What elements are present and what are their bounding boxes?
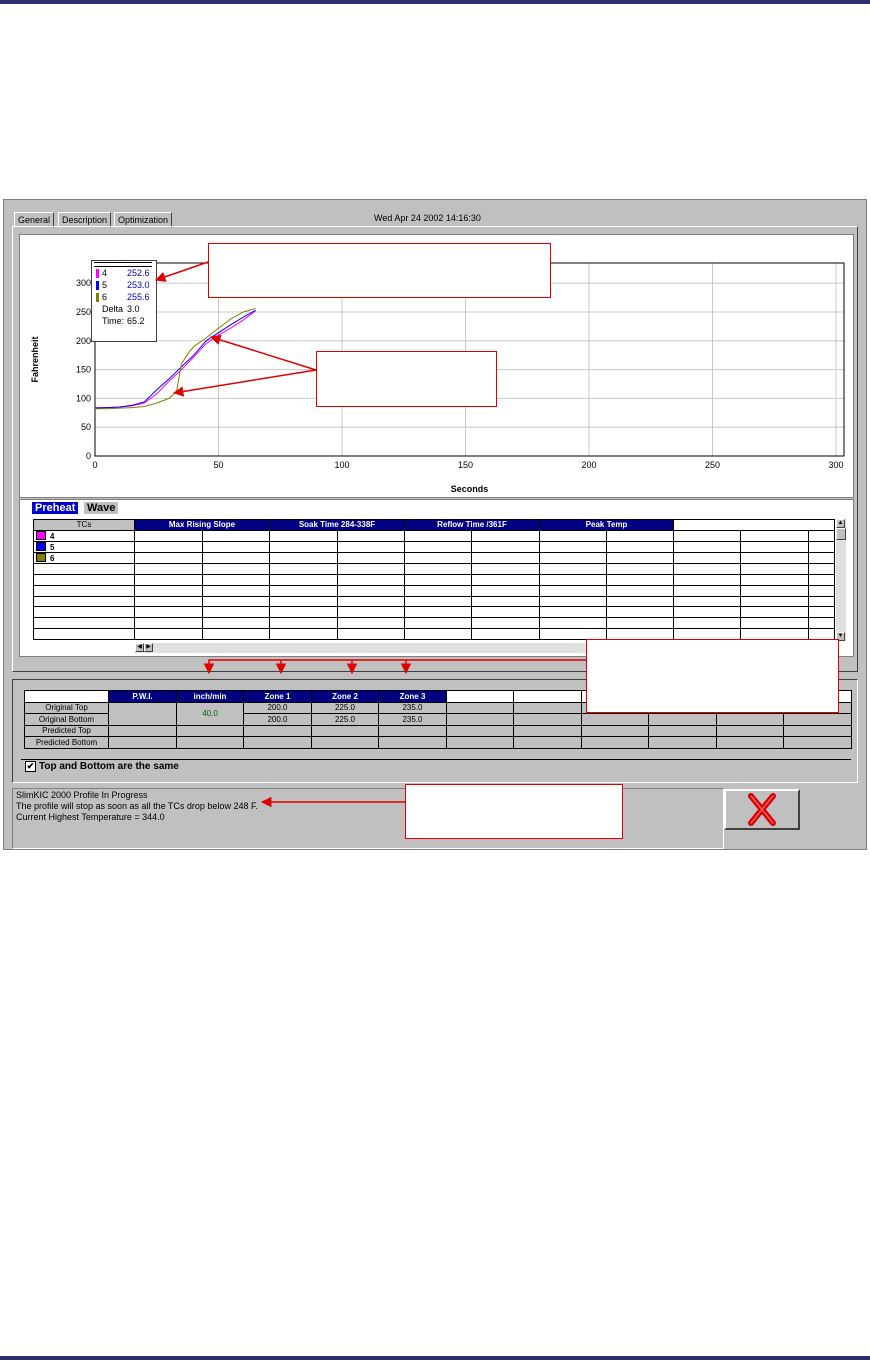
tc-row-header[interactable] [34,530,135,541]
tc-row-header[interactable] [34,574,135,585]
tc-cell[interactable] [270,541,338,552]
x-tick-label: 100 [334,460,350,470]
tc-row [34,618,835,629]
callout-box [208,243,551,298]
tc-cell[interactable] [405,607,472,618]
row-label-predicted-bottom: Predicted Bottom [25,737,109,749]
tc-row-header[interactable] [34,607,135,618]
tc-cell[interactable] [270,596,338,607]
speed-cell[interactable]: 40.0 [177,702,244,725]
tc-cell[interactable] [607,629,674,640]
tc-cell[interactable] [135,530,203,541]
tc-cell[interactable] [405,574,472,585]
tab-optimization[interactable]: Optimization [114,212,172,228]
top-rule [0,0,870,4]
tc-cell[interactable] [741,552,809,563]
tc-cell[interactable] [270,607,338,618]
tc-cell[interactable] [203,618,270,629]
tc-cell[interactable] [405,530,472,541]
legend-tc: 5 [102,280,108,290]
scroll-thumb[interactable] [836,528,846,540]
tc-cell[interactable] [135,585,203,596]
tc-label: 6 [50,553,55,563]
tc-cell[interactable] [674,607,741,618]
tc-cell[interactable] [338,629,405,640]
tc-cell[interactable] [270,618,338,629]
zone-cell[interactable] [447,714,514,726]
tc-cell[interactable] [472,552,540,563]
zone-cell[interactable] [717,714,784,726]
tc-row [34,574,835,585]
tc-cell[interactable] [607,607,674,618]
tc-cell[interactable] [135,574,203,585]
zone-cell[interactable] [379,725,447,737]
tc-cell[interactable] [135,596,203,607]
tc-cell[interactable] [472,574,540,585]
tc-cell[interactable] [405,563,472,574]
tc-color-swatch [36,531,46,540]
zone-cell[interactable] [717,725,784,737]
tc-cell[interactable] [135,552,203,563]
tc-cell[interactable] [607,530,674,541]
zone-cell[interactable] [514,702,582,714]
zone-cell[interactable] [784,714,852,726]
tc-color-swatch [36,542,46,551]
tc-row [34,607,835,618]
tc-cell[interactable] [135,607,203,618]
tc-row-header[interactable] [34,585,135,596]
tc-table [33,519,835,640]
x-axis-label: Seconds [450,484,489,494]
red-x-icon [726,791,798,828]
tc-cell[interactable] [203,552,270,563]
zone-cell[interactable] [649,725,717,737]
y-tick-label: 100 [75,393,91,404]
legend-swatch [96,293,99,302]
tc-cell[interactable] [809,607,835,618]
legend-swatch [96,269,99,278]
close-button[interactable] [724,789,800,830]
tc-cell[interactable] [338,574,405,585]
tc-cell[interactable] [741,563,809,574]
tc-cell[interactable] [809,530,835,541]
tc-cell[interactable] [472,541,540,552]
tc-cell[interactable] [203,563,270,574]
y-tick-label: 0 [85,451,91,461]
legend-grip[interactable] [94,262,152,267]
time-label: Time: [102,316,125,326]
tc-cell[interactable] [203,596,270,607]
delta-label: Delta [102,304,124,314]
tc-cell[interactable] [405,596,472,607]
y-tick-label: 50 [80,422,91,433]
tc-cell[interactable] [540,607,607,618]
same-top-bottom-row [21,759,851,772]
x-tick-label: 300 [828,460,844,470]
tc-cell[interactable] [472,629,540,640]
tc-cell[interactable] [540,552,607,563]
tc-cell[interactable] [338,607,405,618]
tc-cell[interactable] [809,629,835,640]
tc-cell[interactable] [674,541,741,552]
tc-cell[interactable] [741,541,809,552]
zone-cell[interactable] [244,725,312,737]
tc-cell[interactable] [607,618,674,629]
tc-row-header[interactable] [34,552,135,563]
zone-cell[interactable] [177,737,244,749]
zone-cell[interactable] [379,737,447,749]
tc-cell[interactable] [540,530,607,541]
tc-cell[interactable] [674,574,741,585]
tc-header-row [34,520,835,531]
tc-cell[interactable] [607,563,674,574]
status-line-2: The profile will stop as soon as all the TCs drop below 248 F. [16,801,258,811]
zone-cell[interactable] [582,725,649,737]
tc-cell[interactable] [203,607,270,618]
row-label-original-top: Original Top [25,702,109,714]
zone-cell[interactable] [514,714,582,726]
tc-row-header[interactable] [34,541,135,552]
legend-tc: 6 [102,292,108,302]
same-top-bottom-checkbox[interactable]: ✔ [26,761,35,771]
row-label-predicted-top: Predicted Top [25,725,109,737]
legend-value: 255.6 [127,292,150,302]
tc-cell[interactable] [338,563,405,574]
tc-cell[interactable] [405,541,472,552]
tc-cell[interactable] [741,596,809,607]
tc-cell[interactable] [809,541,835,552]
tc-cell[interactable] [607,552,674,563]
tc-cell[interactable] [338,530,405,541]
tc-cell[interactable] [472,596,540,607]
tc-cell[interactable] [674,618,741,629]
tc-cell[interactable] [338,596,405,607]
tc-cell[interactable] [338,541,405,552]
legend-swatch [96,281,99,290]
tc-cell[interactable] [338,585,405,596]
tc-cell[interactable] [472,607,540,618]
tc-cell[interactable] [203,629,270,640]
zone-row-predicted-bottom [25,737,852,749]
y-tick-label: 200 [75,335,91,346]
zone-cell[interactable] [312,737,379,749]
tc-cell[interactable] [135,618,203,629]
legend-value: 252.6 [127,268,150,278]
tc-cell[interactable] [674,552,741,563]
tc-cell[interactable] [607,585,674,596]
tc-cell[interactable] [203,574,270,585]
bottom-rule [0,1356,870,1360]
tc-cell[interactable] [674,530,741,541]
x-tick-label: 0 [92,460,98,470]
callout-box [405,784,623,839]
tc-cell[interactable] [472,530,540,541]
tc-cell[interactable] [338,552,405,563]
tc-cell[interactable] [338,618,405,629]
zone-cell[interactable] [109,737,177,749]
y-axis-label: Fahrenheit [30,336,40,383]
status-line-1: SlimKIC 2000 Profile In Progress [16,790,148,800]
status-line-3: Current Highest Temperature = 344.0 [16,812,165,822]
x-tick-label: 50 [213,460,224,470]
profile-datetime: Wed Apr 24 2002 14:16:30 [374,213,481,223]
callout-box [316,351,497,407]
zone-row-predicted-top [25,725,852,737]
header-blank [674,520,835,531]
original-bottom-zone-2[interactable]: 225.0 [312,714,379,726]
tc-cell[interactable] [270,552,338,563]
tab-description[interactable]: Description [58,212,111,228]
tc-label: 5 [50,542,55,552]
tc-cell[interactable] [540,618,607,629]
x-tick-label: 200 [581,460,597,470]
tc-cell[interactable] [607,541,674,552]
zone-blank-header [447,691,514,703]
original-bottom-zone-3[interactable]: 235.0 [379,714,447,726]
header-zone-3: Zone 3 [379,691,447,703]
zone-cell[interactable] [109,725,177,737]
legend-value: 253.0 [127,280,150,290]
pwi-cell[interactable] [109,702,177,725]
tc-row [34,563,835,574]
callout-box [586,639,839,713]
delta-value: 3.0 [127,304,140,314]
zone-cell[interactable] [784,725,852,737]
tc-cell[interactable] [203,530,270,541]
tc-row [34,552,835,563]
tc-cell[interactable] [270,563,338,574]
zone-cell[interactable] [312,725,379,737]
tc-cell[interactable] [540,585,607,596]
tc-cell[interactable] [540,563,607,574]
zone-cell[interactable] [177,725,244,737]
tc-cell[interactable] [135,629,203,640]
tc-cell[interactable] [472,618,540,629]
zone-cell[interactable] [514,725,582,737]
tc-cell[interactable] [809,585,835,596]
scroll-down-icon[interactable]: ▼ [837,633,844,639]
sheet-tab-preheat[interactable]: Preheat [32,502,78,514]
cursor-readout-legend [91,260,157,342]
tc-color-swatch [36,553,46,562]
tc-body [34,530,835,639]
zone-cell[interactable] [784,737,852,749]
tc-cell[interactable] [540,541,607,552]
zone-cell[interactable] [447,737,514,749]
header-zone-1: Zone 1 [244,691,312,703]
header-zone-2: Zone 2 [312,691,379,703]
tc-cell[interactable] [405,618,472,629]
tc-label: 4 [50,531,55,541]
vertical-scrollbar[interactable] [836,519,846,641]
tc-cell[interactable] [540,574,607,585]
zone-cell[interactable] [244,737,312,749]
tc-cell[interactable] [472,563,540,574]
tc-grid-panel [19,499,854,657]
zone-cell[interactable] [717,737,784,749]
scroll-up-icon[interactable]: ▲ [837,520,844,526]
tc-row [34,585,835,596]
tc-cell[interactable] [135,563,203,574]
tc-row-header[interactable] [34,563,135,574]
tc-cell[interactable] [674,629,741,640]
tc-cell[interactable] [741,629,809,640]
tc-row-header[interactable] [34,596,135,607]
zone-cell[interactable] [447,702,514,714]
y-tick-label: 150 [75,364,91,375]
tc-cell[interactable] [674,585,741,596]
tc-row [34,541,835,552]
tc-cell[interactable] [741,574,809,585]
zone-cell[interactable] [649,737,717,749]
tc-cell[interactable] [405,552,472,563]
tc-cell[interactable] [741,530,809,541]
header-peak-temp[interactable]: Peak Temp [540,520,674,531]
original-top-zone-3[interactable]: 235.0 [379,702,447,714]
tc-cell[interactable] [809,618,835,629]
tc-cell[interactable] [809,574,835,585]
zone-cell[interactable] [582,714,649,726]
tc-cell[interactable] [741,585,809,596]
tc-cell[interactable] [741,607,809,618]
zone-blank-header [514,691,582,703]
tc-cell[interactable] [405,629,472,640]
header-reflow-time[interactable]: Reflow Time /361F [405,520,540,531]
tc-cell[interactable] [607,596,674,607]
tc-cell[interactable] [203,585,270,596]
tc-cell[interactable] [540,629,607,640]
zone-cell[interactable] [447,725,514,737]
tc-row [34,530,835,541]
tc-cell[interactable] [809,552,835,563]
tab-general[interactable]: General [14,212,54,228]
original-top-zone-2[interactable]: 225.0 [312,702,379,714]
tc-cell[interactable] [741,618,809,629]
zone-cell[interactable] [582,737,649,749]
tc-cell[interactable] [607,574,674,585]
tc-cell[interactable] [674,563,741,574]
header-soak-time[interactable]: Soak Time 284-338F [270,520,405,531]
header-pwi: P.W.I. [109,691,177,703]
tc-cell[interactable] [270,574,338,585]
zone-cell[interactable] [514,737,582,749]
original-top-zone-1[interactable]: 200.0 [244,702,312,714]
header-inch-min: inch/min [177,691,244,703]
zone-cell[interactable] [649,714,717,726]
tc-cell[interactable] [405,585,472,596]
tc-cell[interactable] [809,563,835,574]
scroll-right-icon[interactable]: ▶ [144,643,153,652]
tc-cell[interactable] [203,541,270,552]
original-bottom-zone-1[interactable]: 200.0 [244,714,312,726]
legend-tc: 4 [102,268,108,278]
tc-cell[interactable] [270,585,338,596]
tc-cell[interactable] [270,530,338,541]
y-tick-label: 250 [75,306,91,317]
tc-row-header[interactable] [34,618,135,629]
scroll-left-icon[interactable]: ◀ [135,643,144,652]
tc-row-header[interactable] [34,629,135,640]
tc-row [34,596,835,607]
tc-corner-header: TCs [34,520,135,531]
time-value: 65.2 [127,316,145,326]
x-tick-label: 250 [704,460,721,470]
tc-cell[interactable] [674,596,741,607]
tc-cell[interactable] [540,596,607,607]
tc-cell[interactable] [135,541,203,552]
row-label-original-bottom: Original Bottom [25,714,109,726]
same-top-bottom-label: Top and Bottom are the same [39,761,179,772]
zone-corner [25,691,109,703]
x-tick-label: 150 [457,460,474,470]
sheet-tab-wave[interactable]: Wave [84,502,118,514]
tc-cell[interactable] [472,585,540,596]
header-max-rising-slope[interactable]: Max Rising Slope [135,520,270,531]
y-tick-label: 300 [75,278,91,289]
status-text [16,790,258,823]
tc-cell[interactable] [270,629,338,640]
tc-cell[interactable] [809,596,835,607]
tc-row [34,629,835,640]
